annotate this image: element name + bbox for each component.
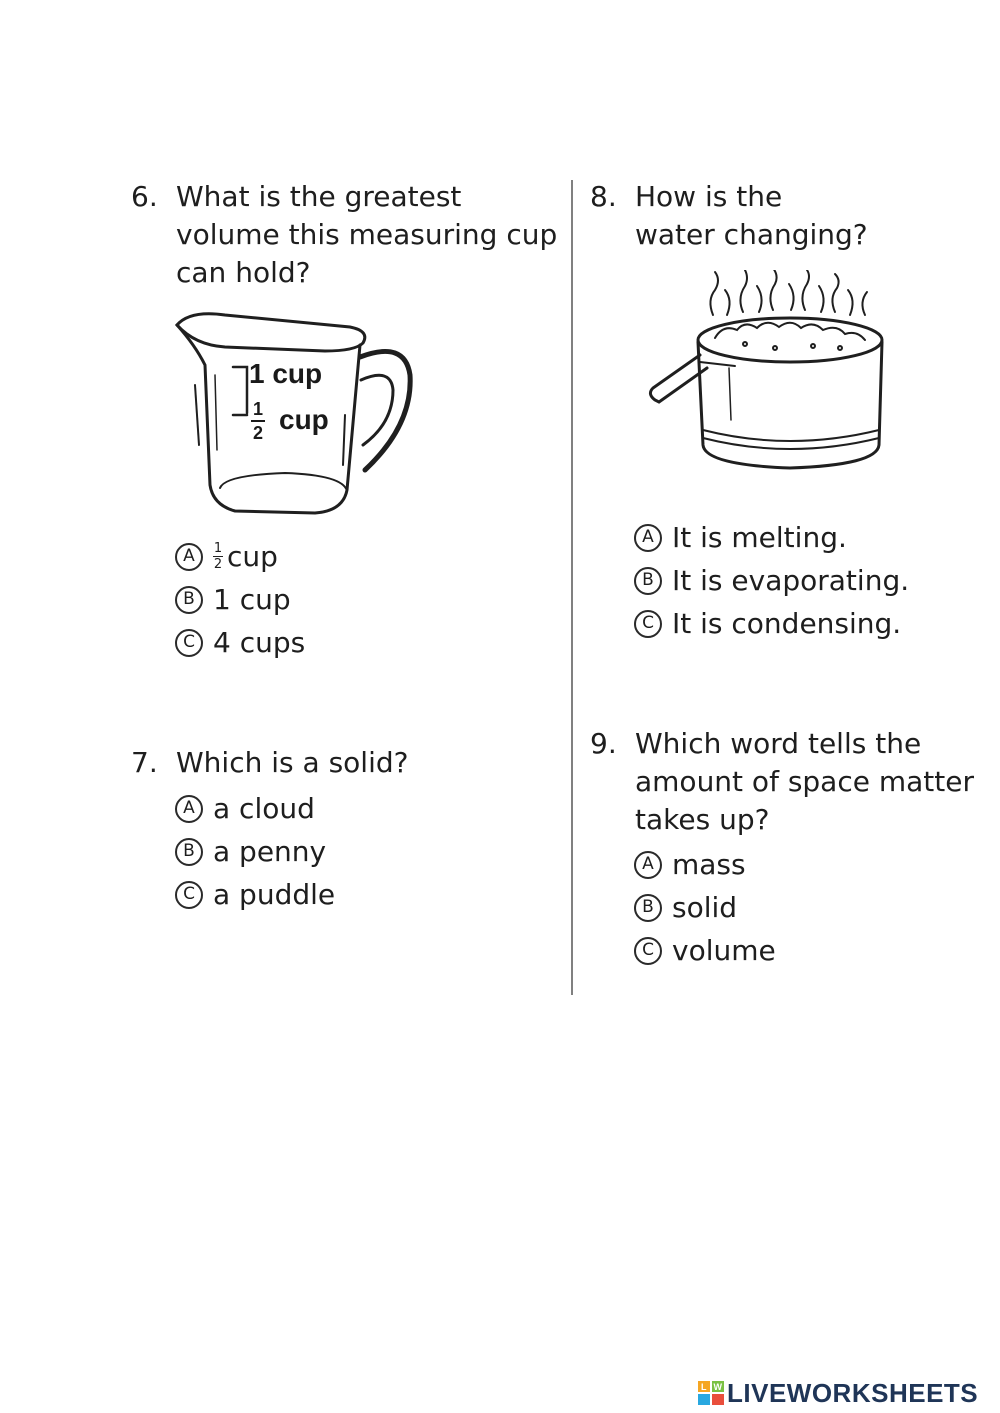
cup-label-half-den: 2 [253, 423, 264, 443]
choice-text: a puddle [213, 878, 336, 911]
choice-text: It is melting. [672, 521, 847, 554]
choice-7a[interactable] [175, 787, 335, 830]
choice-text: 4 cups [213, 626, 306, 659]
choice-text: 1 cup [213, 583, 291, 616]
answer-bubble[interactable]: B [175, 838, 203, 866]
choice-9c[interactable] [634, 929, 776, 972]
choice-8c[interactable] [634, 602, 909, 645]
choice-text: a cloud [213, 792, 315, 825]
cup-label-full: 1 cup [249, 358, 323, 389]
answer-bubble[interactable]: C [634, 610, 662, 638]
question-text: Which is a solid? [176, 746, 409, 779]
answer-bubble[interactable]: A [175, 795, 203, 823]
liveworksheets-logo[interactable] [697, 1378, 978, 1408]
choices-8 [634, 516, 909, 645]
question-text: What is the greatest volume this measuring cup can hold? [176, 180, 558, 289]
question-number: 6. [131, 180, 158, 213]
choice-7c[interactable] [175, 873, 335, 916]
answer-bubble[interactable]: B [634, 894, 662, 922]
choice-7b[interactable] [175, 830, 335, 873]
answer-bubble[interactable]: A [634, 851, 662, 879]
choice-text: It is condensing. [672, 607, 902, 640]
answer-bubble[interactable]: C [175, 629, 203, 657]
choice-9b[interactable] [634, 886, 776, 929]
fraction: $\frac{1}{2}$ [213, 541, 223, 572]
choice-text: mass [672, 848, 746, 881]
logo-mark-letter: L [701, 1382, 707, 1392]
choice-text: a penny [213, 835, 327, 868]
logo-text: LIVEWORKSHEETS [727, 1377, 979, 1408]
answer-bubble[interactable]: B [634, 567, 662, 595]
question-text: How is the water changing? [635, 180, 868, 251]
liveworksheets-logo-icon [697, 1380, 725, 1406]
answer-bubble[interactable]: C [634, 937, 662, 965]
choice-9a[interactable] [634, 843, 776, 886]
cup-label-half-unit: cup [279, 404, 329, 435]
choice-text: volume [672, 934, 776, 967]
answer-bubble[interactable]: C [175, 881, 203, 909]
cup-label-half-num: 1 [253, 399, 264, 419]
question-number: 7. [131, 746, 158, 779]
answer-bubble[interactable]: B [175, 586, 203, 614]
choice-6b[interactable] [175, 578, 305, 621]
question-number: 8. [590, 180, 617, 213]
choice-text: It is evaporating. [672, 564, 910, 597]
boiling-pot-image [645, 270, 900, 480]
measuring-cup-image [165, 305, 425, 525]
choice-6c[interactable] [175, 621, 305, 664]
question-number: 9. [590, 727, 617, 760]
choice-8b[interactable] [634, 559, 909, 602]
choices-7 [175, 787, 335, 916]
choices-9 [634, 843, 776, 972]
question-text: Which word tells the amount of space matter takes up? [635, 727, 974, 836]
answer-bubble[interactable]: A [634, 524, 662, 552]
choice-8a[interactable] [634, 516, 909, 559]
logo-mark-letter: W [713, 1382, 723, 1392]
choice-6a[interactable] [175, 535, 305, 578]
choice-text: solid [672, 891, 738, 924]
choices-6 [175, 535, 305, 664]
choice-text: cup [227, 540, 278, 573]
column-divider [571, 180, 573, 995]
answer-bubble[interactable]: A [175, 543, 203, 571]
